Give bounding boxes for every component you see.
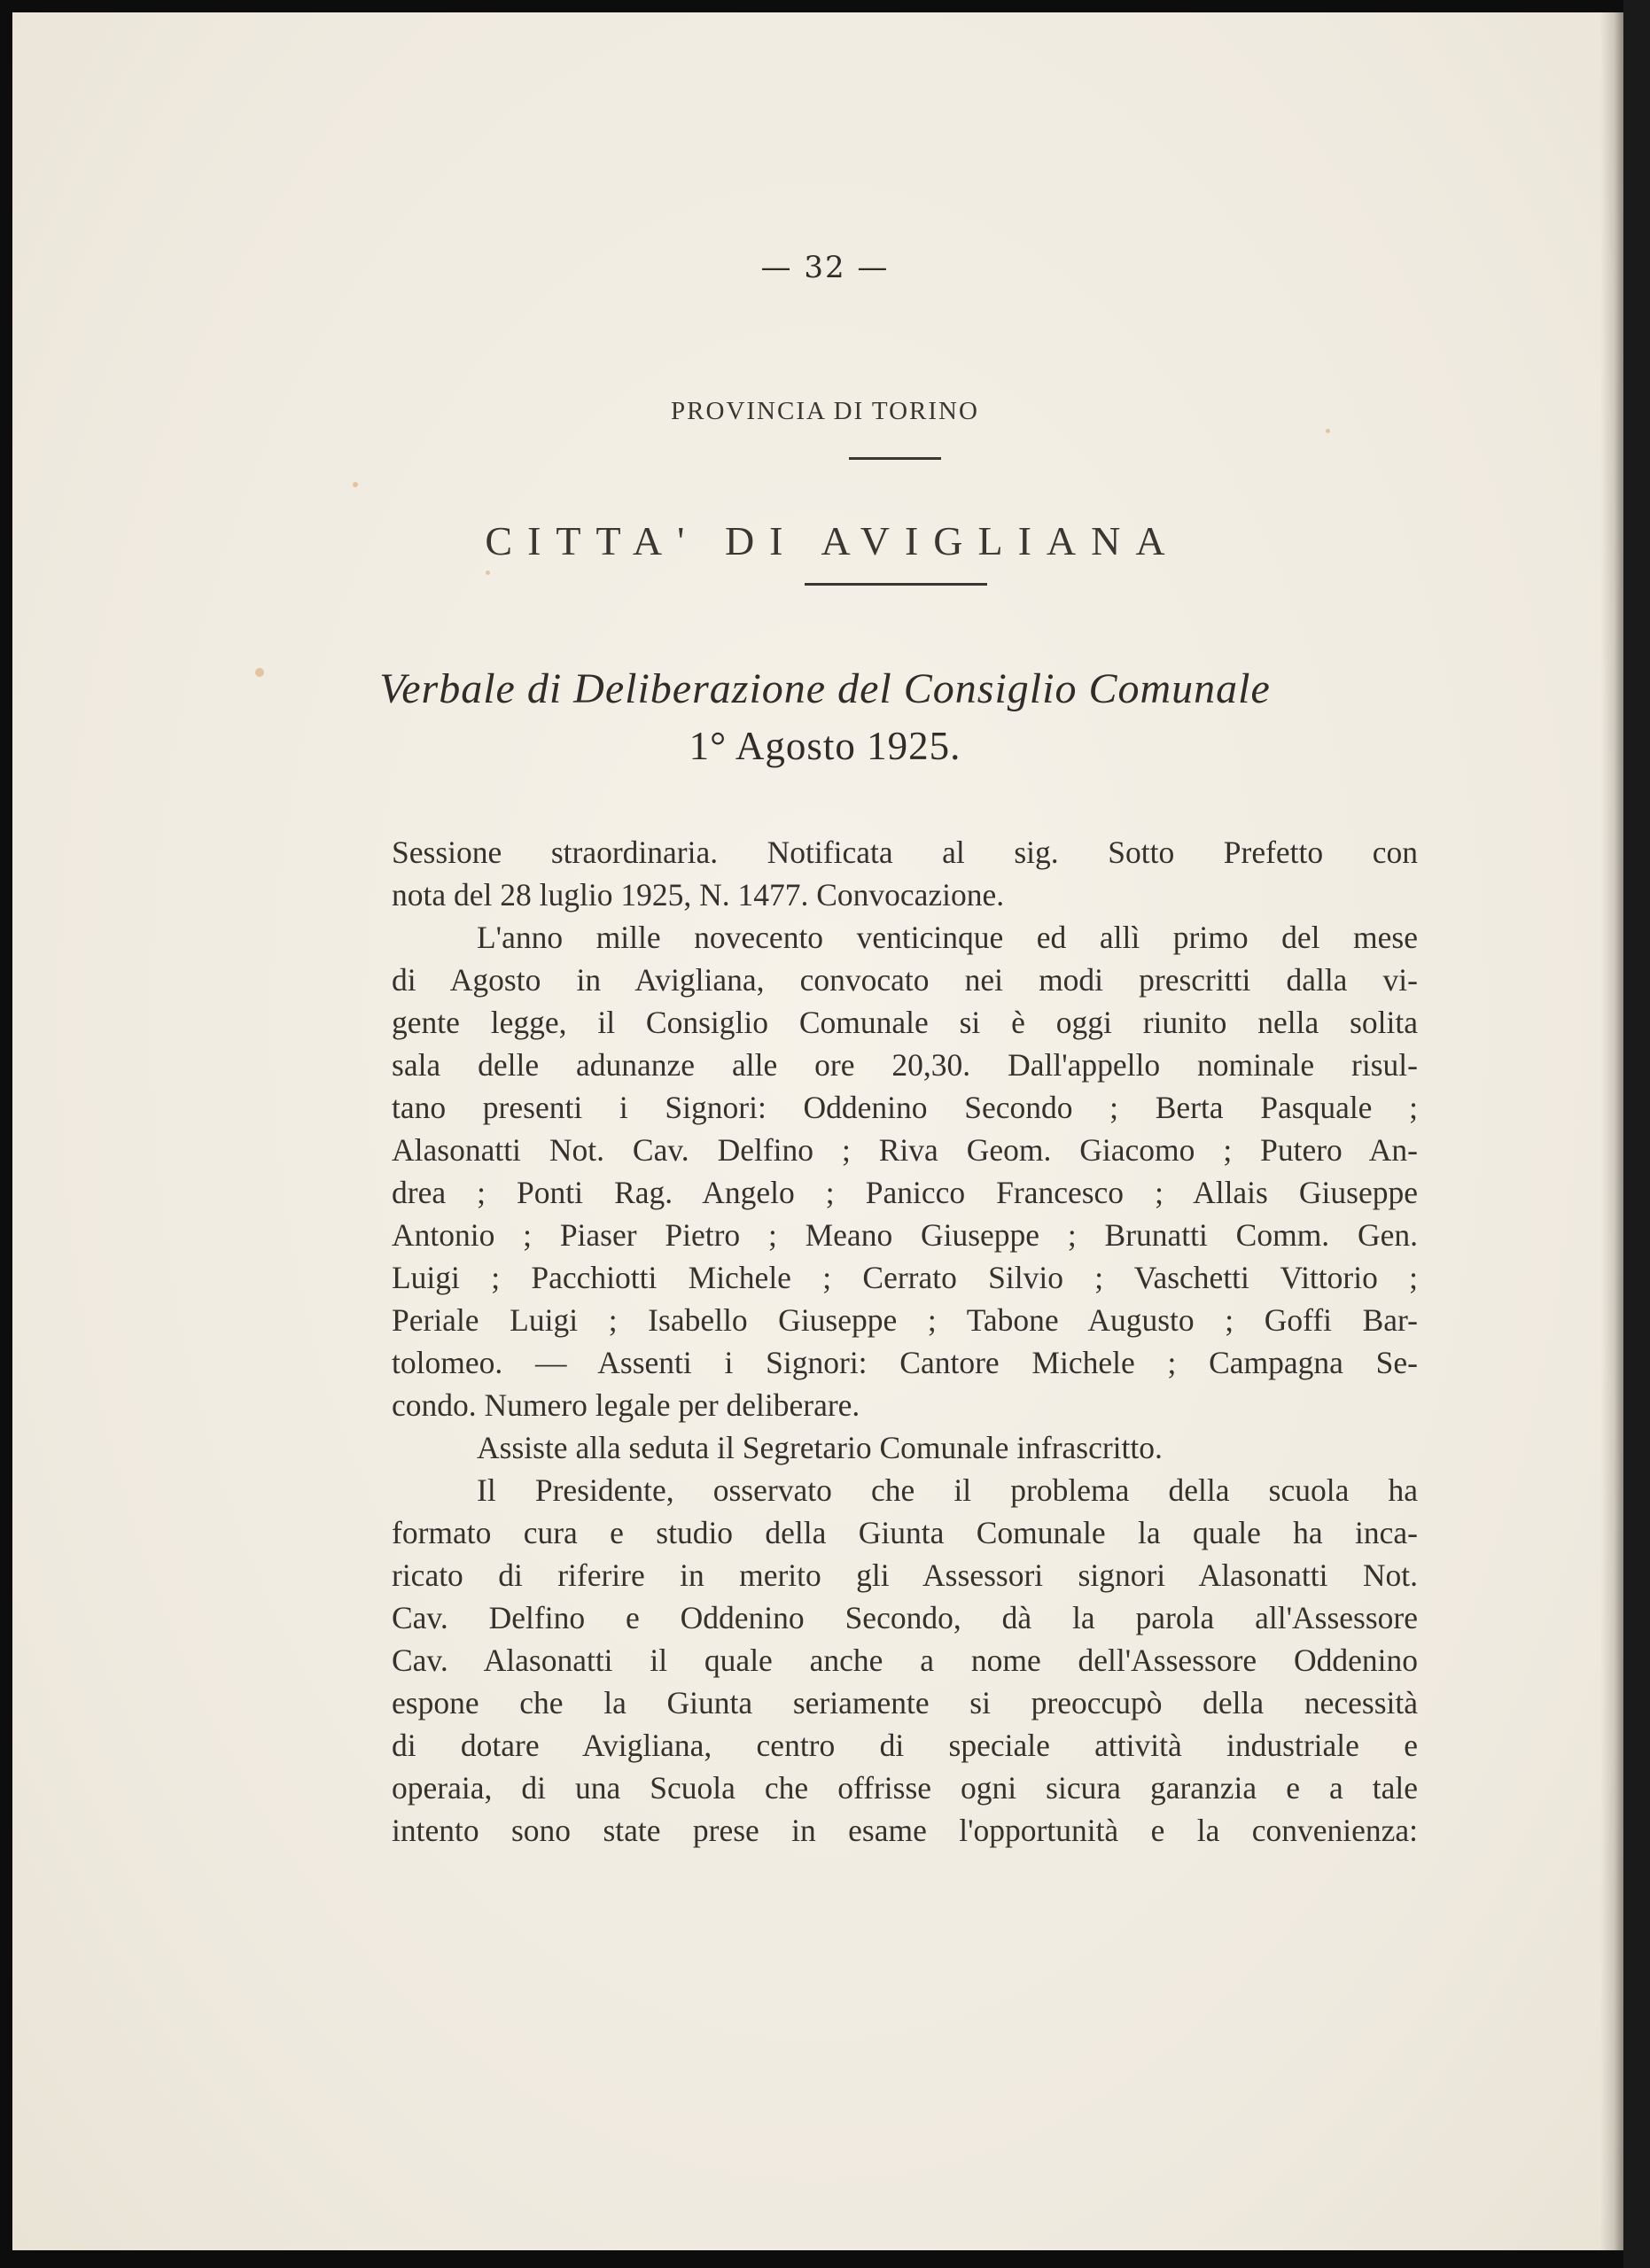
book-spine-edge <box>1623 0 1650 2268</box>
city-heading: CITTA' DI AVIGLIANA <box>485 518 1180 563</box>
text-line: operaia, di una Scuola che offrisse ogni sicura garanzia e a tale <box>392 1770 1418 1806</box>
text-line: Il Presidente, osservato che il problema della scuola ha <box>477 1472 1418 1508</box>
text-line: ricato di riferire in merito gli Assessori signori Alasonatti Not. <box>392 1557 1418 1593</box>
text-line: Antonio ; Piaser Pietro ; Meano Giuseppe ; Brunatti Comm. Gen. <box>392 1217 1418 1253</box>
text-line: condo. Numero legale per deliberare. <box>392 1387 860 1423</box>
text-line: di dotare Avigliana, centro di speciale attività industriale e <box>392 1728 1418 1763</box>
divider-rule <box>805 583 987 586</box>
text-line: sala delle adunanze alle ore 20,30. Dall'appello nominale risul- <box>392 1047 1418 1083</box>
text-line: Alasonatti Not. Cav. Delfino ; Riva Geom. Giacomo ; Putero An- <box>392 1132 1418 1168</box>
divider-rule <box>849 457 941 460</box>
text-line: Cav. Alasonatti il quale anche a nome dell'Assessore Oddenino <box>392 1643 1418 1678</box>
text-line: Assiste alla seduta il Segretario Comunale infrascritto. <box>477 1430 1163 1465</box>
spine-shadow <box>1600 12 1623 2250</box>
text-line: Periale Luigi ; Isabello Giuseppe ; Tabone Augusto ; Goffi Bar- <box>392 1302 1418 1338</box>
text-line: drea ; Ponti Rag. Angelo ; Panicco Francesco ; Allais Giuseppe <box>392 1175 1418 1210</box>
province-heading: PROVINCIA DI TORINO <box>671 397 979 425</box>
text-line: Cav. Delfino e Oddenino Secondo, dà la parola all'Assessore <box>392 1600 1418 1635</box>
text-line: tano presenti i Signori: Oddenino Secondo ; Berta Pasquale ; <box>392 1090 1418 1125</box>
paper-speck <box>353 482 358 487</box>
text-line: nota del 28 luglio 1925, N. 1477. Convocazione. <box>392 877 1005 913</box>
page-number: — 32 — <box>760 250 890 285</box>
document-date: 1° Agosto 1925. <box>689 724 961 768</box>
text-line: gente legge, il Consiglio Comunale si è oggi riunito nella solita <box>392 1005 1418 1040</box>
minutes-body <box>392 831 1418 1852</box>
document-title: Verbale di Deliberazione del Consiglio Comunale <box>379 665 1271 712</box>
text-line: Sessione straordinaria. Notificata al sig. Sotto Prefetto con <box>392 835 1418 870</box>
text-line: formato cura e studio della Giunta Comunale la quale ha inca- <box>392 1515 1418 1550</box>
text-line: L'anno mille novecento venticinque ed allì primo del mese <box>477 920 1418 955</box>
text-line: Luigi ; Pacchiotti Michele ; Cerrato Silvio ; Vaschetti Vittorio ; <box>392 1260 1418 1295</box>
text-line: espone che la Giunta seriamente si preoccupò della necessità <box>392 1685 1418 1720</box>
text-line: tolomeo. — Assenti i Signori: Cantore Michele ; Campagna Se- <box>392 1345 1418 1380</box>
paper-speck <box>1326 429 1330 433</box>
text-line: intento sono state prese in esame l'opportunità e la convenienza: <box>392 1813 1418 1848</box>
paper-speck <box>486 571 490 575</box>
text-line: di Agosto in Avigliana, convocato nei modi prescritti dalla vi- <box>392 962 1418 998</box>
